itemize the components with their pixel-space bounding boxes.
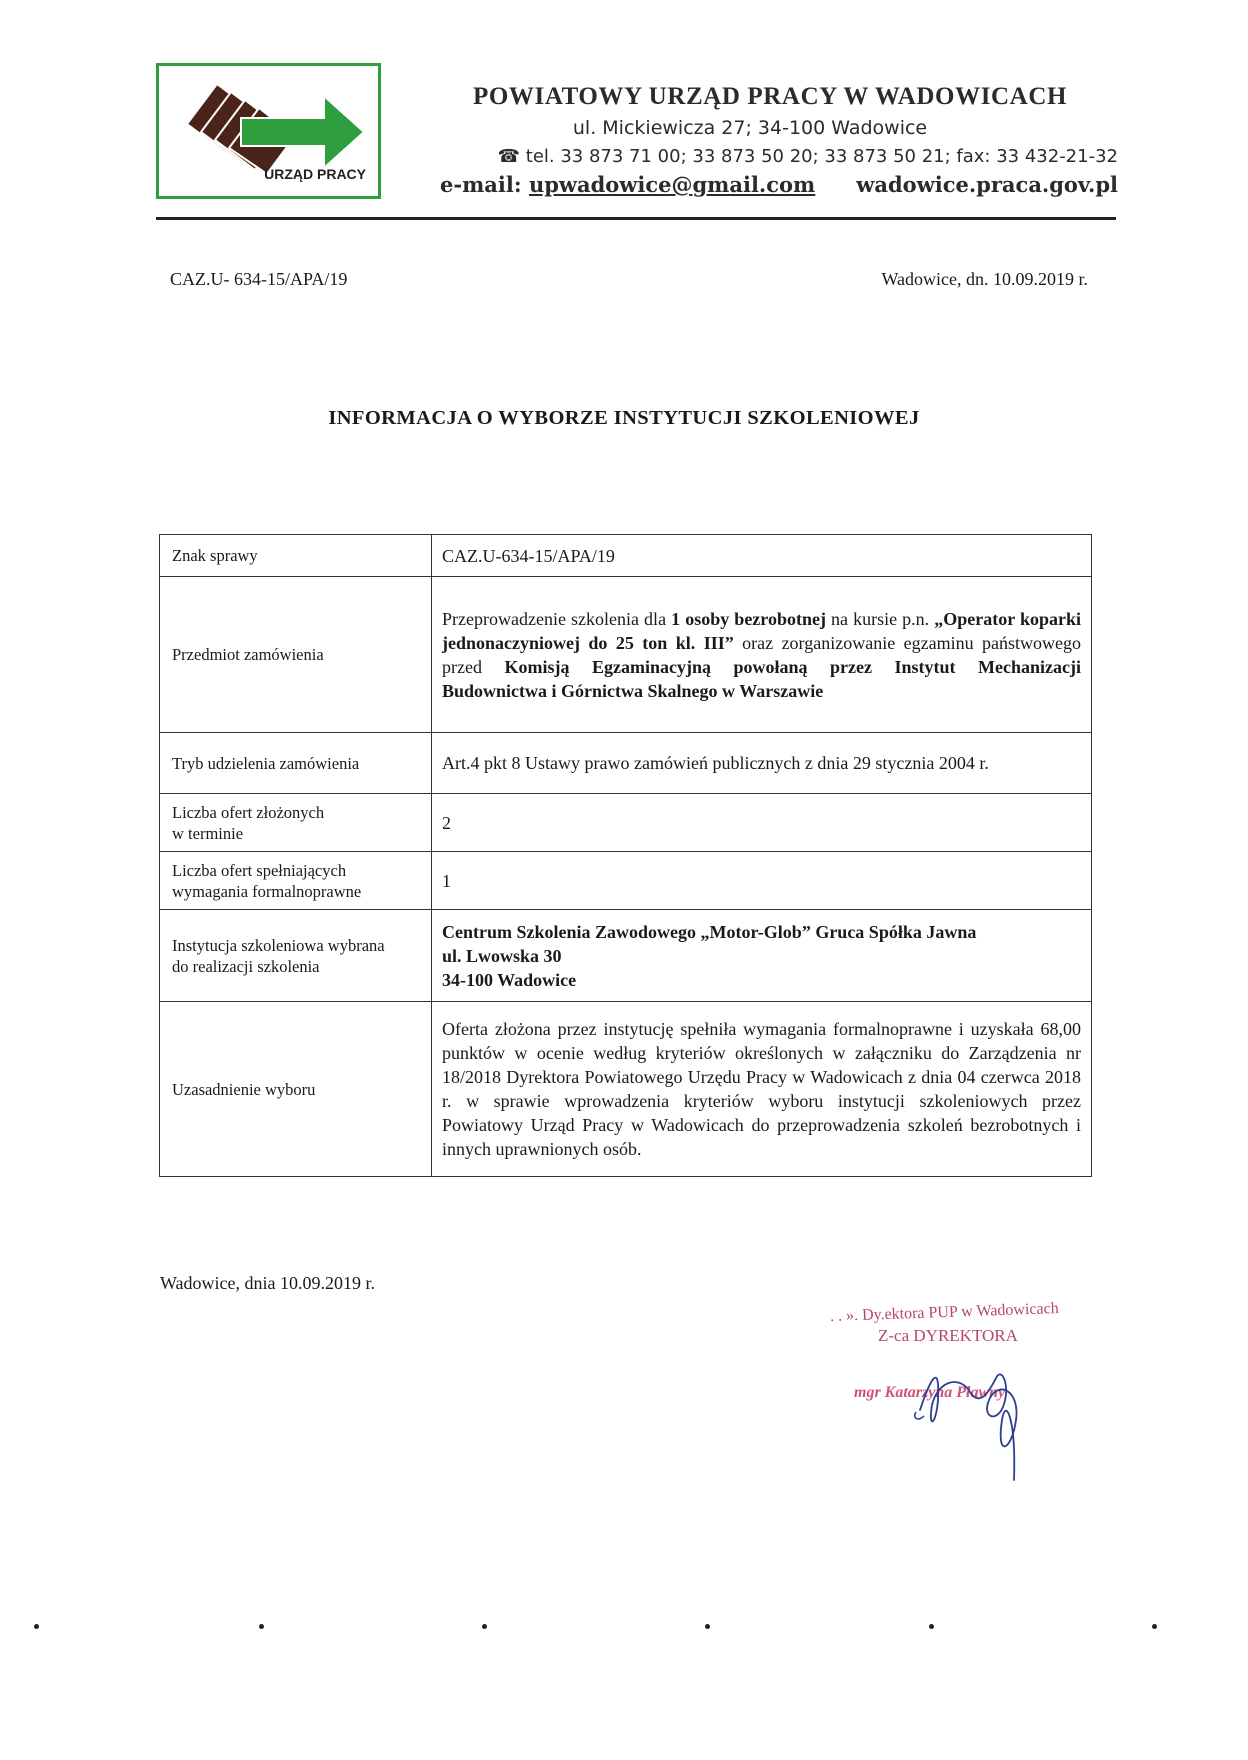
header-divider [156,217,1116,220]
institution-value [432,910,1092,1002]
case-value: CAZ.U-634-15/APA/19 [432,535,1092,577]
stamp-line-1: . . ». Dy.ektora PUP w Wadowicach [829,1300,1059,1325]
case-reference: CAZ.U- 634-15/APA/19 [170,269,348,289]
valid-value: 1 [432,852,1092,910]
phone-icon: ☎ [497,146,521,167]
scan-dot [705,1624,710,1629]
offers-label [160,794,432,852]
stamp-line-3: mgr Katarzyna Pławny [854,1384,1006,1401]
valid-label-line: Liczba ofert spełniających [172,860,347,880]
valid-label-line: wymagania formalnoprawne [172,881,362,901]
mode-label: Tryb udzielenia zamówienia [160,733,432,794]
institution-label-line: Instytucja szkoleniowa wybrana [172,935,385,955]
scan-dot [1152,1624,1157,1629]
document-date: Wadowice, dn. 10.09.2019 r. [881,269,1088,289]
institution-name: Centrum Szkolenia Zawodowego „Motor-Glob” Gruca Spółka Jawna [442,921,977,942]
institution-street: ul. Lwowska 30 [442,945,562,966]
document-title: INFORMACJA O WYBORZE INSTYTUCJI SZKOLENIOWEJ [328,407,920,429]
offers-label-line: Liczba ofert złożonych [172,802,325,822]
valid-label [160,852,432,910]
website-link[interactable]: wadowice.praca.gov.pl [856,172,1118,197]
table-row [160,910,1092,1002]
scan-dot [34,1624,39,1629]
phone-numbers: tel. 33 873 71 00; 33 873 50 20; 33 873 50 21; fax: 33 432-21-32 [525,146,1118,167]
case-label: Znak sprawy [160,535,432,577]
subject-text: Przeprowadzenie szkolenia dla [442,608,672,629]
email-link[interactable]: upwadowice@gmail.com [528,172,816,197]
office-logo [156,63,381,199]
logo-label: URZĄD PRACY [264,166,366,182]
subject-bold: 1 osoby bezrobotnej [671,608,826,629]
office-phones [430,146,1118,167]
scan-dot [482,1624,487,1629]
justification-value: Oferta złożona przez instytucję spełniła wymagania formalnoprawne i uzyskała 68,00 punktów w ocenie według kryteriów określonych w załączniku do Zarządzenia nr 18/2018 Dyrektora Powiatowego Urzędu Pracy w Wadowicach z dnia 04 czerwca 2018 r. w sprawie wprowadzenia kryteriów wyboru instytucji szkoleniowych przez Powiatowy Urząd Pracy w Wadowicach do przeprowadzenia szkoleń bezrobotnych i innych uprawnionych osób. [432,1002,1092,1177]
subject-text: oraz zorganizowanie egzaminu państwowego przed [442,632,1082,677]
stamp-line-2: Z-ca DYREKTORA [878,1326,1018,1345]
mode-value: Art.4 pkt 8 Ustawy prawo zamówień publicznych z dnia 29 stycznia 2004 r. [432,733,1092,794]
justification-label: Uzasadnienie wyboru [160,1002,432,1177]
subject-bold: Komisją Egzaminacyjną powołaną przez Instytut Mechanizacji Budownictwa i Górnictwa Skalnego w Warszawie [442,656,1081,701]
table-row [160,535,1092,577]
offers-value: 2 [432,794,1092,852]
subject-text: na kursie p.n. [825,608,935,629]
official-stamp [820,1300,1120,1490]
subject-bold: „Operator koparki jednonaczyniowej do 25 ton kl. III” [442,608,1082,653]
institution-label [160,910,432,1002]
offers-label-line: w terminie [172,823,244,843]
closing-date: Wadowice, dnia 10.09.2019 r. [160,1273,376,1293]
office-address: ul. Mickiewicza 27; 34-100 Wadowice [572,117,928,139]
institution-city: 34-100 Wadowice [442,969,577,990]
scan-dot [259,1624,264,1629]
table-row [160,733,1092,794]
info-table [159,534,1092,1177]
table-row [160,852,1092,910]
subject-label: Przedmiot zamówienia [160,577,432,733]
scan-dot [929,1624,934,1629]
table-row [160,1002,1092,1177]
table-row [160,794,1092,852]
office-name: POWIATOWY URZĄD PRACY W WADOWICACH [472,83,1068,110]
signature-icon [820,1300,1120,1490]
institution-label-line: do realizacji szkolenia [172,956,320,976]
subject-value [432,577,1092,733]
table-row [160,577,1092,733]
office-contact-line [440,172,1118,197]
email-label: e-mail: [440,172,522,197]
email-block [440,172,815,197]
